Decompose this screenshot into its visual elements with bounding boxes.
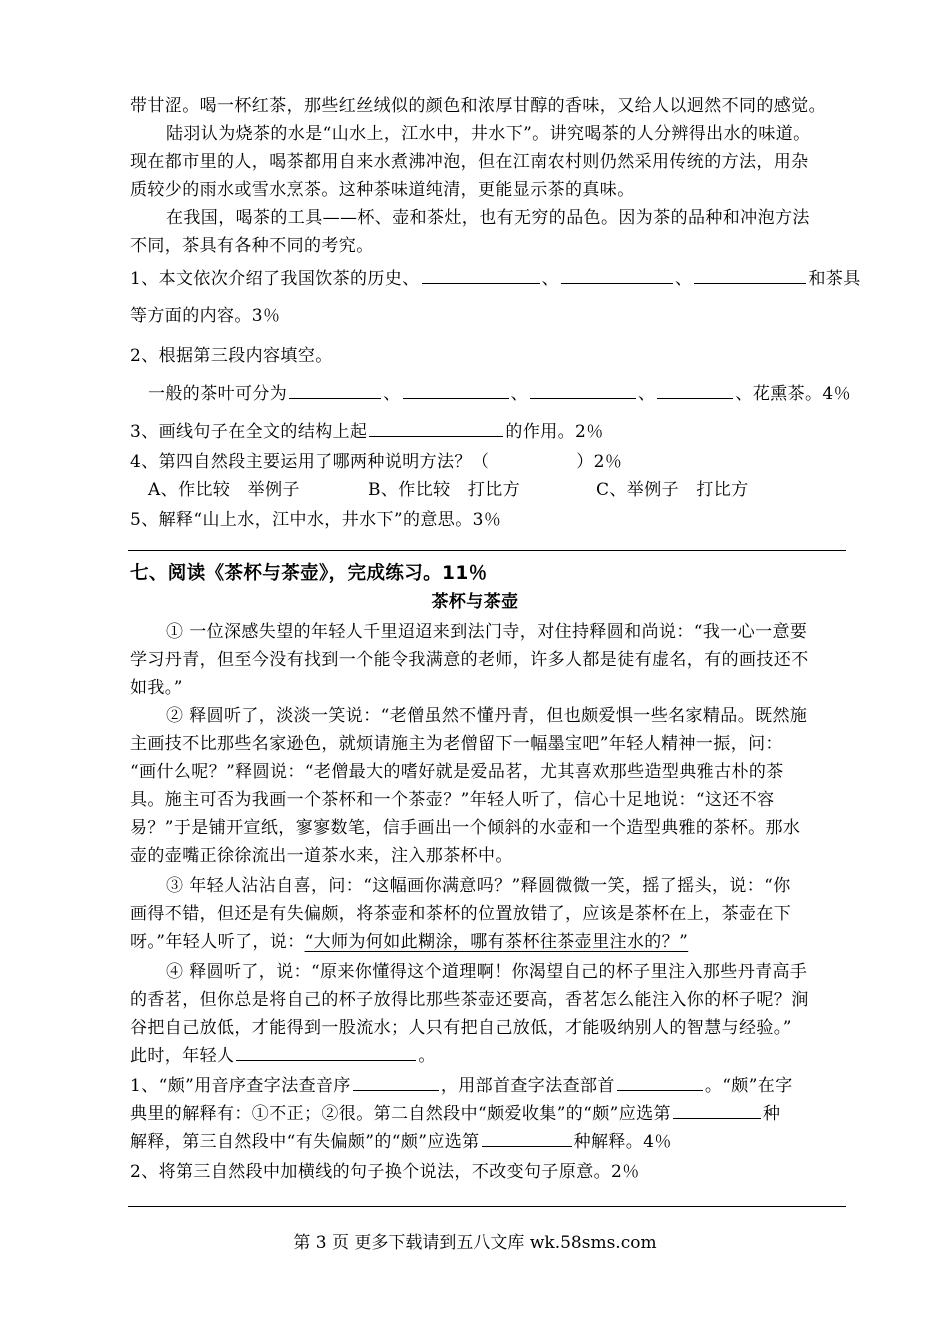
question-1-cont: 等方面的内容。3％ xyxy=(130,306,281,326)
question-4: 4、第四自然段主要运用了哪两种说明方法？（ ）2％ xyxy=(130,452,623,472)
answer-blank[interactable] xyxy=(617,1072,703,1091)
article-line: 壶的壶嘴正徐徐流出一道茶水来，注入那茶杯中。 xyxy=(130,846,513,866)
option-a[interactable]: A、作比较 举例子 xyxy=(148,480,300,500)
option-b[interactable]: B、作比较 打比方 xyxy=(368,480,521,500)
article-line: ② 释圆听了，淡淡一笑说：“老僧虽然不懂丹青，但也颇爱惧一些名家精品。既然施 xyxy=(166,706,808,726)
separator: 、 xyxy=(638,384,656,404)
article-line xyxy=(130,1042,880,1070)
passage-line: 现在都市里的人，喝茶都用自来水煮沸冲泡，但在江南农村则仍然采用传统的方法，用杂 xyxy=(130,152,809,172)
article-text: 呀。”年轻人听了，说： xyxy=(130,932,305,952)
question-2: 2、将第三自然段中加横线的句子换个说法，不改变句子原意。2％ xyxy=(130,1162,640,1182)
article-line: 具。施主可否为我画一个茶杯和一个茶壶？”年轻人听了，信心十足地说：“这还不容 xyxy=(130,790,775,810)
article-title: 茶杯与茶壶 xyxy=(431,592,519,612)
question-3 xyxy=(130,418,880,446)
passage-line: 不同，茶具有各种不同的考究。 xyxy=(130,236,374,256)
answer-blank[interactable] xyxy=(353,1072,439,1091)
question-text: 一般的茶叶可分为 xyxy=(148,384,288,404)
article-line: 学习丹青，但至今没有找到一个能令我满意的老师，许多人都是徒有虚名，有的画技还不 xyxy=(130,650,809,670)
question-5: 5、解释“山上水，江中水，井水下”的意思。3％ xyxy=(130,510,502,530)
separator: 、 xyxy=(675,269,693,289)
article-line: ③ 年轻人沾沾自喜，问：“这幅画你满意吗？”释圆微微一笑，摇了摇头，说：“你 xyxy=(166,876,791,896)
answer-blank[interactable] xyxy=(289,380,381,399)
article-line: ④ 释圆听了，说：“原来你懂得这个道理啊！你渴望自己的杯子里注入那些丹青高手 xyxy=(166,962,808,982)
question-text: 的作用。2％ xyxy=(505,422,604,442)
article-text: 此时，年轻人 xyxy=(130,1046,235,1066)
page-footer: 第 3 页 更多下载请到五八文库 wk.58sms.com xyxy=(293,1233,657,1253)
question-4-options xyxy=(130,476,880,504)
article-line: 的香茗，但你总是将自己的杯子放得比那些茶壶还要高，香茗怎么能注入你的杯子呢？涧 xyxy=(130,990,809,1010)
passage-line: 质较少的雨水或雪水烹茶。这种茶味道纯清，更能显示茶的真味。 xyxy=(130,180,635,200)
separator: 、 xyxy=(383,384,401,404)
underlined-sentence: “大师为何如此糊涂，哪有茶杯往茶壶里注水的？” xyxy=(304,932,689,952)
answer-blank[interactable] xyxy=(694,265,806,284)
answer-blank[interactable] xyxy=(422,265,540,284)
passage-line: 在我国，喝茶的工具——杯、壶和茶灶，也有无穷的品色。因为茶的品种和冲泡方法 xyxy=(166,208,810,228)
passage-line: 陆羽认为烧茶的水是“山水上，江水中，井水下”。讲究喝茶的人分辨得出水的味道。 xyxy=(166,124,811,144)
answer-blank[interactable] xyxy=(657,380,733,399)
answer-line xyxy=(128,550,846,551)
question-text: 典里的解释有：①不正；②很。第二自然段中“颇爱收集”的“颇”应选第 xyxy=(130,1104,671,1124)
question-1 xyxy=(130,1072,880,1100)
article-text: 。 xyxy=(418,1046,436,1066)
answer-blank[interactable] xyxy=(403,380,509,399)
answer-blank[interactable] xyxy=(561,265,673,284)
answer-blank[interactable] xyxy=(530,380,636,399)
article-line: 主画技不比那些名家逊色，就烦请施主为老僧留下一幅墨宝吧”年轻人精神一振，问： xyxy=(130,734,783,754)
option-c[interactable]: C、举例子 打比方 xyxy=(596,480,749,500)
question-text: 解释，第三自然段中“有失偏颇”的“颇”应选第 xyxy=(130,1132,480,1152)
passage-line: 带甘涩。喝一杯红茶，那些红丝绒似的颜色和浓厚甘醇的香味，又给人以迥然不同的感觉。 xyxy=(130,96,826,116)
question-text: 。“颇”在字 xyxy=(704,1076,793,1096)
question-text: 3、画线句子在全文的结构上起 xyxy=(130,422,368,442)
question-1-cont xyxy=(130,1128,880,1156)
question-1-cont xyxy=(130,1100,880,1128)
separator: 、 xyxy=(510,384,529,404)
article-line: “画什么呢？”释圆说：“老僧最大的嗜好就是爱品茗，尤其喜欢那些造型典雅古朴的茶 xyxy=(130,762,784,782)
article-line: 画得不错，但还是有失偏颇，将茶壶和茶杯的位置放错了，应该是茶杯在上，茶壶在下 xyxy=(130,904,792,924)
article-line xyxy=(130,928,880,956)
answer-blank[interactable] xyxy=(236,1042,416,1061)
question-1 xyxy=(130,265,880,293)
article-line: ① 一位深感失望的年轻人千里迢迢来到法门寺，对住持释圆和尚说：“我一心一意要 xyxy=(166,622,808,642)
question-text: 种 xyxy=(762,1104,781,1124)
question-text: 种解释。4％ xyxy=(573,1132,672,1152)
answer-blank[interactable] xyxy=(673,1100,761,1119)
answer-blank[interactable] xyxy=(369,418,503,437)
question-text: ，用部首查字法查部首 xyxy=(440,1076,615,1096)
section-title: 七、阅读《茶杯与茶壶》，完成练习。11％ xyxy=(130,563,488,584)
question-2: 2、根据第三段内容填空。 xyxy=(130,346,333,366)
article-line: 易？”于是铺开宣纸，寥寥数笔，信手画出一个倾斜的水壶和一个造型典雅的茶杯。那水 xyxy=(130,818,801,838)
question-2-fill xyxy=(130,380,880,408)
question-text: 、花熏茶。4％ xyxy=(735,384,852,404)
question-text: 1、“颇”用音序查字法查音序 xyxy=(130,1076,351,1096)
article-line: 谷把自己放低，才能得到一股流水；人只有把自己放低，才能吸纳别人的智慧与经验。” xyxy=(130,1018,792,1038)
question-text: 和茶具 xyxy=(808,269,861,289)
answer-blank[interactable] xyxy=(482,1128,572,1147)
answer-line xyxy=(128,1206,846,1207)
article-line: 如我。” xyxy=(130,678,183,698)
question-text: 1、本文依次介绍了我国饮茶的历史、 xyxy=(130,269,420,289)
separator: 、 xyxy=(541,269,560,289)
